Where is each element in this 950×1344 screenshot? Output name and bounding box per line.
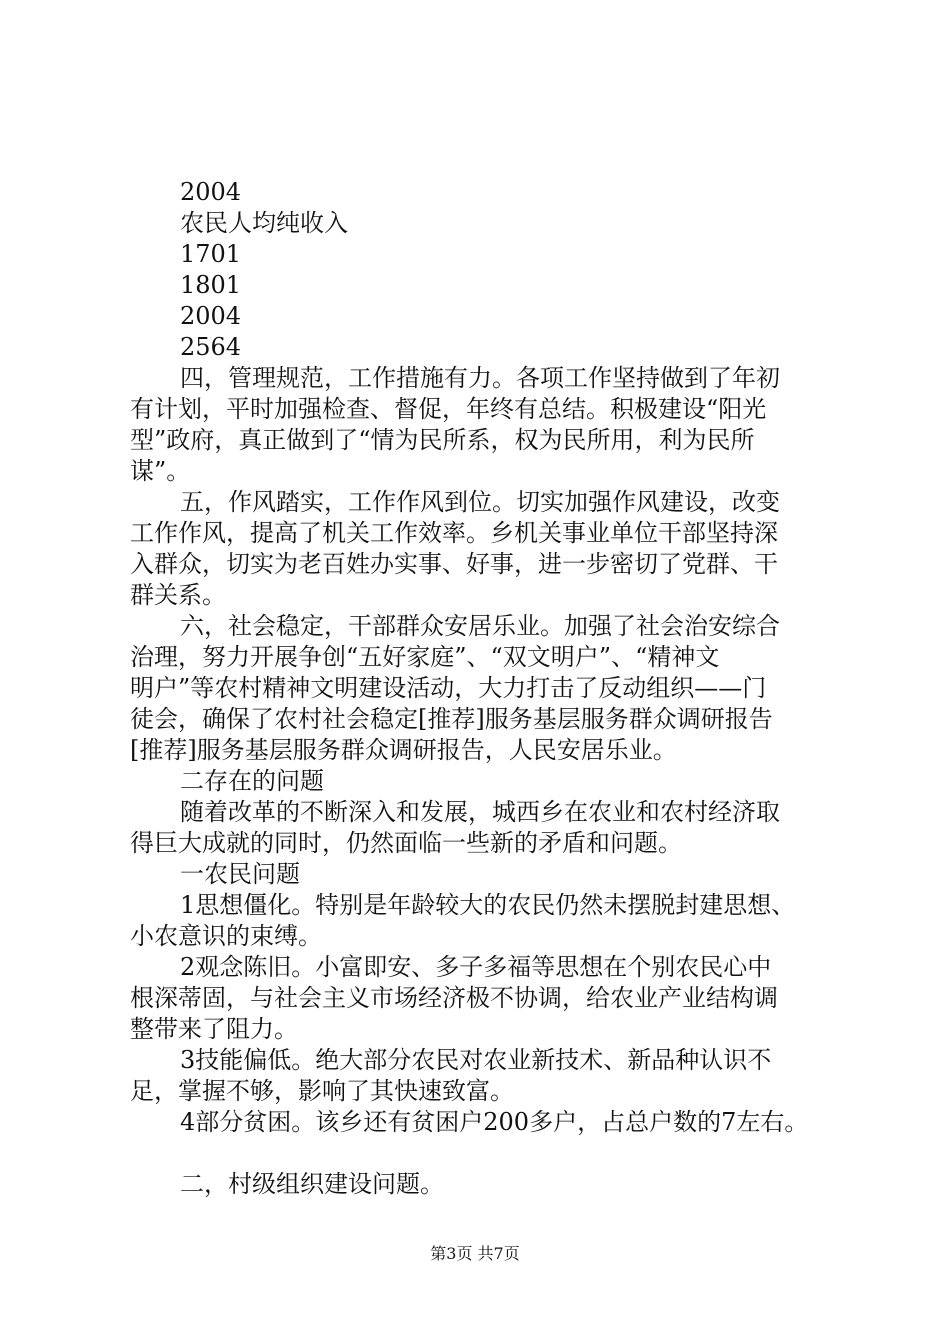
paragraph-line: 随着改革的不断深入和发展，城西乡在农业和农村经济取 [180,798,780,826]
section-heading: 二，村级组织建设问题。 [180,1170,444,1198]
table-value: 2564 [180,333,242,361]
section-heading: 一农民问题 [180,860,300,888]
table-label: 农民人均纯收入 [180,209,348,237]
paragraph-line: 整带来了阻力。 [130,1015,298,1043]
paragraph-line: 明户”等农村精神文明建设活动，大力打击了反动组织——门 [130,674,767,702]
paragraph-line: 型”政府，真正做到了“情为民所系，权为民所用，利为民所 [130,426,755,454]
page-number-footer: 第3页 共7页 [430,1244,520,1263]
table-year: 2004 [180,178,242,206]
paragraph-line: [推荐]服务基层服务群众调研报告，人民安居乐业。 [130,736,677,764]
paragraph-line: 3技能偏低。绝大部分农民对农业新技术、新品种认识不 [180,1046,772,1074]
paragraph-line: 2观念陈旧。小富即安、多子多福等思想在个别农民心中 [180,953,772,981]
paragraph-line: 小农意识的束缚。 [130,922,322,950]
paragraph-line: 足，掌握不够，影响了其快速致富。 [130,1077,514,1105]
paragraph-line: 1思想僵化。特别是年龄较大的农民仍然未摆脱封建思想、 [180,891,796,919]
paragraph-line: 根深蒂固，与社会主义市场经济极不协调，给农业产业结构调 [130,984,778,1012]
section-heading: 二存在的问题 [180,767,324,795]
paragraph-line: 有计划，平时加强检查、督促，年终有总结。积极建设“阳光 [130,395,767,423]
paragraph-line: 四，管理规范，工作措施有力。各项工作坚持做到了年初 [180,364,780,392]
paragraph-line: 群关系。 [130,581,226,609]
table-value: 1701 [180,240,242,268]
table-value: 1801 [180,271,242,299]
paragraph-line: 4部分贫困。该乡还有贫困户200多户，占总户数的7左右。 [180,1108,809,1136]
paragraph-line: 工作作风，提高了机关工作效率。乡机关事业单位干部坚持深 [130,519,778,547]
paragraph-line: 治理，努力开展争创“五好家庭”、“双文明户”、“精神文 [130,643,720,671]
paragraph-line: 五，作风踏实，工作作风到位。切实加强作风建设，改变 [180,488,780,516]
paragraph-line: 六，社会稳定，干部群众安居乐业。加强了社会治安综合 [180,612,780,640]
paragraph-line: 谋”。 [130,457,191,485]
paragraph-line: 入群众，切实为老百姓办实事、好事，进一步密切了党群、干 [130,550,778,578]
table-value: 2004 [180,302,242,330]
paragraph-line: 徒会，确保了农村社会稳定[推荐]服务基层服务群众调研报告 [130,705,773,733]
paragraph-line: 得巨大成就的同时，仍然面临一些新的矛盾和问题。 [130,829,682,857]
